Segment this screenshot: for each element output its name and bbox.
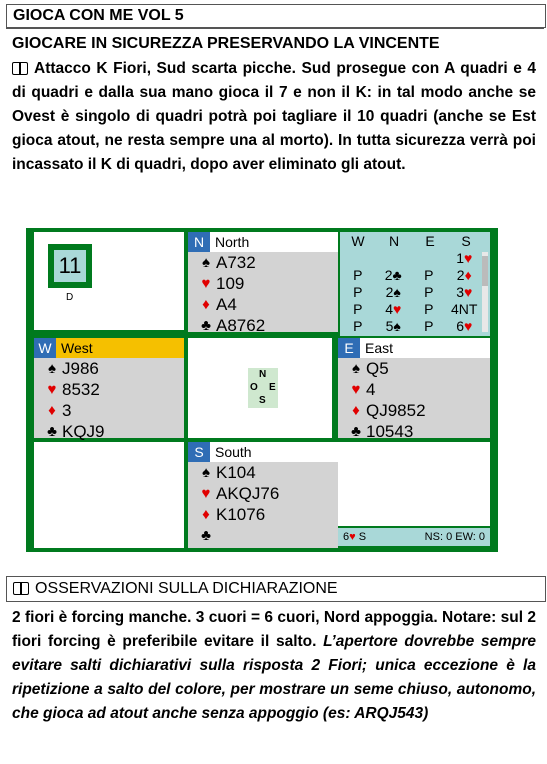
west-hand <box>34 338 184 441</box>
east-name: East <box>365 340 394 356</box>
south-diamonds-cards: K1076 <box>216 504 266 524</box>
bid-cell: 4♥ <box>385 301 402 317</box>
bid-row <box>340 284 482 301</box>
document-title: GIOCA CON ME VOL 5 <box>6 4 546 28</box>
spade-icon: ♠ <box>202 254 210 271</box>
west-header <box>34 338 184 358</box>
bid-row <box>340 318 482 335</box>
observations-title: OSSERVAZIONI SULLA DICHIARAZIONE <box>35 580 338 597</box>
south-hearts <box>188 483 338 504</box>
bid-cell <box>411 250 447 267</box>
observations-header <box>6 576 546 602</box>
section-title: GIOCARE IN SICUREZZA PRESERVANDO LA VINCENTE <box>12 35 440 52</box>
bid-cell <box>340 250 376 267</box>
heart-icon: ♥ <box>351 381 361 398</box>
east-spades <box>338 358 490 379</box>
bid-header-e: E <box>425 233 435 249</box>
west-hearts <box>34 379 184 400</box>
bidding-header <box>340 232 490 250</box>
contract-bar <box>338 528 490 546</box>
club-icon: ♣ <box>47 423 57 440</box>
east-hearts-cards: 4 <box>366 379 376 399</box>
heart-icon: ♥ <box>47 381 57 398</box>
bid-cell: 5♠ <box>385 318 401 334</box>
board-number-cell <box>34 232 184 330</box>
section-header <box>6 28 544 53</box>
west-clubs-cards: KQJ9 <box>62 421 105 441</box>
bid-cell: 1♥ <box>456 250 473 266</box>
south-diamonds <box>188 504 338 525</box>
bid-cell: 2♦ <box>456 267 472 283</box>
bid-header-n: N <box>388 233 400 249</box>
east-diamonds-cards: QJ9852 <box>366 400 426 420</box>
west-clubs <box>34 421 184 442</box>
bid-cell: P <box>424 301 434 317</box>
compass <box>248 368 278 408</box>
west-name: West <box>61 340 93 356</box>
dealer-label: D <box>66 292 74 303</box>
north-name: North <box>215 234 250 250</box>
spade-icon: ♠ <box>393 318 401 334</box>
compass-w: O <box>250 382 258 393</box>
contract-declarer: S <box>358 531 367 543</box>
heart-icon: ♥ <box>201 485 211 502</box>
north-hearts <box>188 273 338 294</box>
bid-cell: P <box>353 318 363 334</box>
spade-icon: ♠ <box>48 360 56 377</box>
east-clubs <box>338 421 490 442</box>
contract-level: 6 <box>343 531 350 543</box>
north-spades <box>188 252 338 273</box>
diamond-icon: ♦ <box>202 506 210 523</box>
empty-bottom-left <box>34 442 184 548</box>
bid-cell: 4NT <box>451 301 478 317</box>
north-diamonds-cards: A4 <box>216 294 237 314</box>
east-spades-cards: Q5 <box>366 358 389 378</box>
club-icon: ♣ <box>351 423 361 440</box>
observations-italic: L’apertore dovrebbe sempre evitare salti dichiarativi sulla risposta 2 Fiori; unica eccezione è la ripetizione a salto del colore, per mostrare un seme chiuso, autonomo, che gioca ad atout anche senza appoggio (es: ARQJ543) <box>12 633 536 722</box>
west-spades-cards: J986 <box>62 358 99 378</box>
heart-icon: ♥ <box>463 284 473 300</box>
club-icon: ♣ <box>201 527 211 544</box>
heart-icon: ♥ <box>463 318 473 334</box>
south-spades-cards: K104 <box>216 462 256 482</box>
north-hand <box>188 232 338 335</box>
bid-cell: 3♥ <box>456 284 473 300</box>
diamond-icon: ♦ <box>202 296 210 313</box>
east-clubs-cards: 10543 <box>366 421 414 441</box>
north-diamonds <box>188 294 338 315</box>
north-clubs-cards: A8762 <box>216 315 266 335</box>
diamond-icon: ♦ <box>352 402 360 419</box>
bid-header-w: W <box>351 233 365 249</box>
bid-cell: P <box>424 284 434 300</box>
heart-icon: ♥ <box>349 531 356 543</box>
east-hand <box>338 338 490 441</box>
intro-paragraph <box>12 57 536 177</box>
contract <box>343 528 366 546</box>
north-header <box>188 232 338 252</box>
heart-icon: ♥ <box>201 275 211 292</box>
bid-row <box>340 250 482 267</box>
south-spades <box>188 462 338 483</box>
south-name: South <box>215 444 252 460</box>
south-hearts-cards: AKQJ76 <box>216 483 280 503</box>
vulnerability: NS: 0 EW: 0 <box>424 531 485 543</box>
bidding-panel <box>340 232 490 336</box>
south-clubs <box>188 525 338 546</box>
spade-icon: ♠ <box>202 464 210 481</box>
scrollbar-thumb[interactable] <box>482 256 488 286</box>
bid-cell: 2♣ <box>384 267 402 283</box>
bid-cell: 2♠ <box>385 284 401 300</box>
bidding-rows <box>340 250 490 335</box>
north-hearts-cards: 109 <box>216 273 245 293</box>
compass-s: S <box>259 395 266 406</box>
bid-cell: P <box>353 267 363 283</box>
compass-e: E <box>269 382 276 393</box>
club-icon: ♣ <box>201 317 211 334</box>
table-center <box>188 338 332 438</box>
bid-row <box>340 301 482 318</box>
west-diamonds-cards: 3 <box>62 400 72 420</box>
heart-icon: ♥ <box>392 301 402 317</box>
book-icon <box>12 62 28 74</box>
west-hearts-cards: 8532 <box>62 379 100 399</box>
intro-text: Attacco K Fiori, Sud scarta picche. Sud prosegue con A quadri e 4 di quadri e dalla sua mano gioca il 7 e non il K: in tal modo anche se Ovest è singolo di quadri potrà poi tagliare il 10 quadri (anche se Est gioca atout, ne resta sempre una al morto). In tutta sicurezza verrà poi incassato il K di quadri, dopo aver eliminato gli atout. <box>12 60 536 173</box>
diamond-icon: ♦ <box>464 267 472 283</box>
bid-row <box>340 267 482 284</box>
south-seat: S <box>188 442 210 462</box>
bid-cell <box>376 250 412 267</box>
bid-cell: 6♥ <box>456 318 473 334</box>
observations-text: 2 fiori è forcing manche. 3 cuori = 6 cuori, Nord appoggia. Notare: sul 2 fiori forcing è preferibile evitare il salto. <box>12 609 536 650</box>
bid-cell: P <box>353 301 363 317</box>
west-spades <box>34 358 184 379</box>
north-spades-cards: A732 <box>216 252 256 272</box>
club-icon: ♣ <box>392 267 402 283</box>
north-seat: N <box>188 232 210 252</box>
book-icon <box>13 582 29 594</box>
bid-cell: P <box>353 284 363 300</box>
bid-cell: P <box>424 318 434 334</box>
west-seat: W <box>34 338 56 358</box>
spade-icon: ♠ <box>352 360 360 377</box>
board-number-frame <box>48 244 92 288</box>
diamond-icon: ♦ <box>48 402 56 419</box>
bid-header-s: S <box>461 233 471 249</box>
south-hand <box>188 442 338 548</box>
heart-icon: ♥ <box>463 250 473 266</box>
east-header <box>338 338 490 358</box>
east-diamonds <box>338 400 490 421</box>
north-clubs <box>188 315 338 336</box>
board-number: 11 <box>54 250 86 282</box>
bid-cell: P <box>424 267 434 283</box>
west-diamonds <box>34 400 184 421</box>
bidding-scrollbar[interactable] <box>482 252 488 332</box>
observations-paragraph <box>12 606 536 726</box>
empty-bottom-right <box>338 442 490 526</box>
compass-n: N <box>259 369 267 380</box>
south-header <box>188 442 338 462</box>
spade-icon: ♠ <box>393 284 401 300</box>
bridge-board <box>26 228 498 552</box>
east-hearts <box>338 379 490 400</box>
east-seat: E <box>338 338 360 358</box>
